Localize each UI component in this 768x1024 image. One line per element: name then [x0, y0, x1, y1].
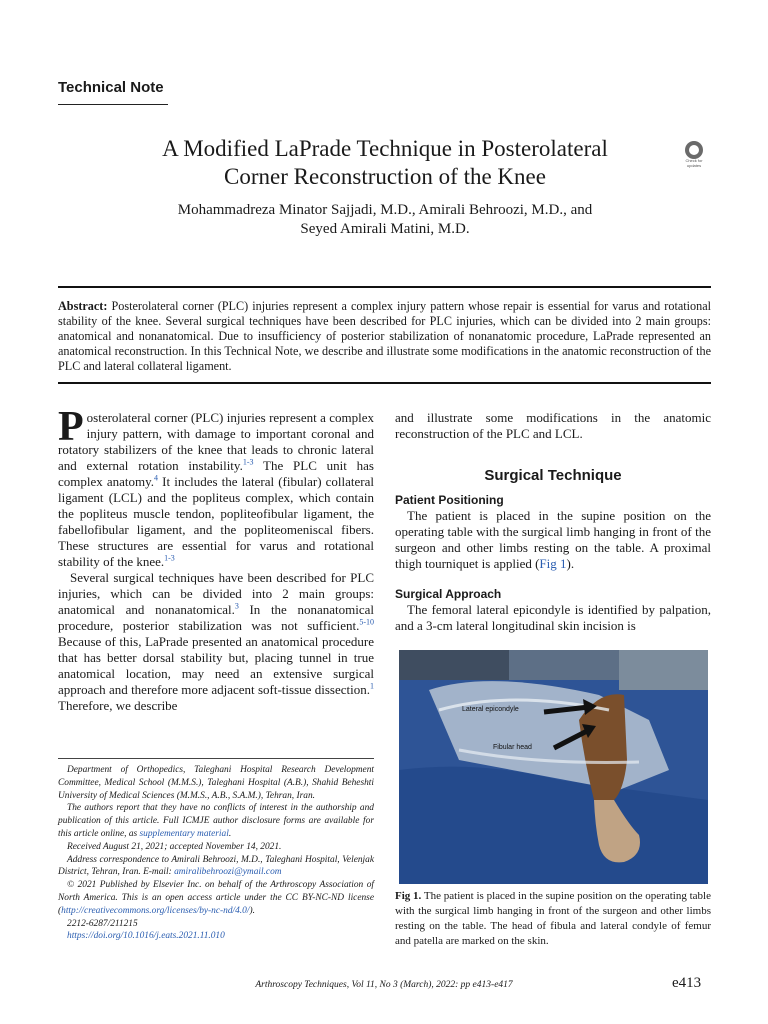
check-for-updates-badge[interactable] — [680, 140, 708, 172]
figure-link[interactable]: Fig 1 — [539, 556, 567, 571]
page-number: e413 — [672, 975, 702, 991]
intro-paragraph-2 — [58, 570, 374, 714]
ref-link[interactable]: 1-3 — [242, 457, 254, 467]
caption-label: Fig 1. — [395, 890, 422, 902]
intro-continuation: and illustrate some modifications in the anatomic reconstruction of the PLC and LCL. — [395, 410, 711, 441]
intro2-text-c: Because of this, LaPrade presented an anatomical procedure that has better dorsal stability but, placing tunnel in true anatomical location, may need an extensive surgical approach and therefore more adjacent soft-tissue dissection. — [58, 634, 374, 697]
authors-line-1: Mohammadreza Minator Sajjadi, M.D., Amirali Behroozi, M.D., and — [177, 202, 593, 218]
abstract-label: Abstract: — [58, 299, 108, 313]
figure-1-photo — [399, 650, 708, 884]
footnote-conflicts — [58, 802, 374, 840]
subheading-patient-positioning: Patient Positioning — [395, 493, 504, 507]
footnote-issn: 2212-6287/211215 — [67, 918, 138, 929]
footnotes — [58, 764, 374, 943]
surgical-approach-text: The femoral lateral epicondyle is identified by palpation, and a 3-cm lateral longitudinal skin incision is — [395, 602, 711, 633]
intro2-text-d: Therefore, we describe — [58, 698, 178, 713]
check-updates-icon-center — [689, 145, 699, 155]
abstract-top-rule — [58, 286, 711, 288]
patient-positioning-text — [395, 508, 711, 572]
footnote-received: Received August 21, 2021; accepted November 14, 2021. — [67, 841, 282, 852]
surgical-photo-illustration — [399, 650, 708, 884]
ref-link[interactable]: 4 — [154, 473, 159, 483]
conflicts-text: The authors report that they have no conflicts of interest in the authorship and publication of this article. Full ICMJE author disclosure forms are available for this article online, as — [58, 803, 374, 839]
caption-text: The patient is placed in the supine position on the operating table with the surgical limb hanging in front of the surgeon and other limbs resting on the table. The head of fibula and lateral condyle of femur and patella are marked on the skin. — [395, 890, 711, 947]
journal-footer: Arthroscopy Techniques, Vol 11, No 3 (March), 2022: pp e413-e417 — [255, 980, 513, 990]
doi-link[interactable]: https://doi.org/10.1016/j.eats.2021.11.010 — [67, 931, 225, 942]
intro-text-b: The PLC unit has complex anatomy. — [58, 458, 374, 489]
badge-label: Check for updates — [685, 158, 703, 168]
drop-cap: P — [58, 404, 84, 450]
address-text: Address correspondence to Amirali Behroozi, M.D., Taleghani Hospital, Velenjak District, Tehran, Iran. E-mail: — [58, 854, 374, 878]
footnote-doi — [58, 930, 374, 943]
subheading-surgical-approach: Surgical Approach — [395, 587, 502, 601]
copyright-end: ). — [249, 905, 255, 916]
ref-link[interactable]: 1-3 — [164, 553, 175, 563]
footnote-rule — [58, 758, 374, 759]
body-right-column — [395, 410, 711, 634]
label-lateral-epicondyle: Lateral epicondyle — [462, 706, 519, 713]
ref-link[interactable]: 3 — [234, 601, 239, 611]
license-link[interactable]: http://creativecommons.org/licenses/by-nc-nd/4.0/ — [61, 905, 250, 916]
title-line-1: A Modified LaPrade Technique in Posterolateral — [162, 136, 608, 161]
footnote-address — [58, 854, 374, 880]
section-heading-surgical-technique: Surgical Technique — [484, 467, 622, 484]
abstract — [58, 299, 711, 374]
abstract-bottom-rule — [58, 382, 711, 384]
label-fibular-head: Fibular head — [493, 744, 532, 751]
section-label: Technical Note — [58, 79, 164, 96]
section-underline — [58, 104, 168, 105]
intro2-text-a: Several surgical techniques have been described for PLC injuries, which can be divided into 2 main groups: anatomical and nonanatomical. — [58, 570, 374, 617]
ref-link[interactable]: 5-10 — [359, 617, 374, 627]
footnote-copyright — [58, 879, 374, 917]
ref-link[interactable]: 1 — [370, 681, 374, 691]
positioning-text-a: The patient is placed in the supine position on the operating table with the surgical limb hanging in front of the surgeon and other limbs resting on the table. A proximal thigh tourniquet is applied ( — [395, 508, 711, 571]
conflicts-end: . — [228, 828, 232, 839]
copyright-text: © 2021 Published by Elsevier Inc. on behalf of the Arthroscopy Association of North America. This is an open access article under the CC BY-NC-ND license ( — [58, 880, 374, 916]
supplementary-link[interactable]: supplementary material — [139, 828, 229, 839]
email-link[interactable]: amiralibehroozi@ymail.com — [174, 867, 282, 878]
abstract-text: Posterolateral corner (PLC) injuries represent a complex injury pattern whose repair is essential for varus and rotational stability of the knee. Several surgical techniques have been described for PLC injuries, which can be divided into 2 main groups: anatomical and nonanatomical. Due to insufficiency of posterior stabilization of nonanatomic procedure, LaPrade represented an anatomical reconstruction. In this Technical Note, we describe and illustrate some modifications in the anatomic reconstruction of the PLC and lateral collateral ligament. — [58, 299, 712, 373]
author-list — [100, 201, 670, 239]
authors-line-2: Seyed Amirali Matini, M.D. — [300, 221, 470, 237]
title-line-2: Corner Reconstruction of the Knee — [224, 164, 546, 189]
intro-text-c: It includes the lateral (fibular) collateral ligament (LCL) and the popliteus complex, which contain the popliteus muscle tendon, popliteofibular ligament, the fabellofibular ligament, and the popliteomeniscal fibers. These structures are essential for varus and rotational stability of the knee. — [58, 474, 374, 569]
positioning-text-b: ). — [566, 556, 575, 571]
intro2-text-b: In the nonanatomical procedure, posterior stabilization was not sufficient. — [58, 602, 374, 633]
figure-1-caption — [395, 889, 711, 949]
intro-paragraph-1 — [58, 404, 374, 570]
article-title — [90, 135, 680, 191]
footnote-affiliation: Department of Orthopedics, Taleghani Hospital Research Development Committee, Medical School (M.M.S.), Taleghani Hospital (A.B.), Shahid Beheshti University of Medical Sciences (M.M.S., A.B., S.A.M.), Tehran, Iran. — [58, 765, 374, 801]
body-left-column — [58, 404, 374, 714]
intro-text-a: osterolateral corner (PLC) injuries represent a complex injury pattern, with damage to important coronal and rotatory stabilizers of the knee that leads to chronic lateral and external rotation instability. — [58, 410, 374, 473]
